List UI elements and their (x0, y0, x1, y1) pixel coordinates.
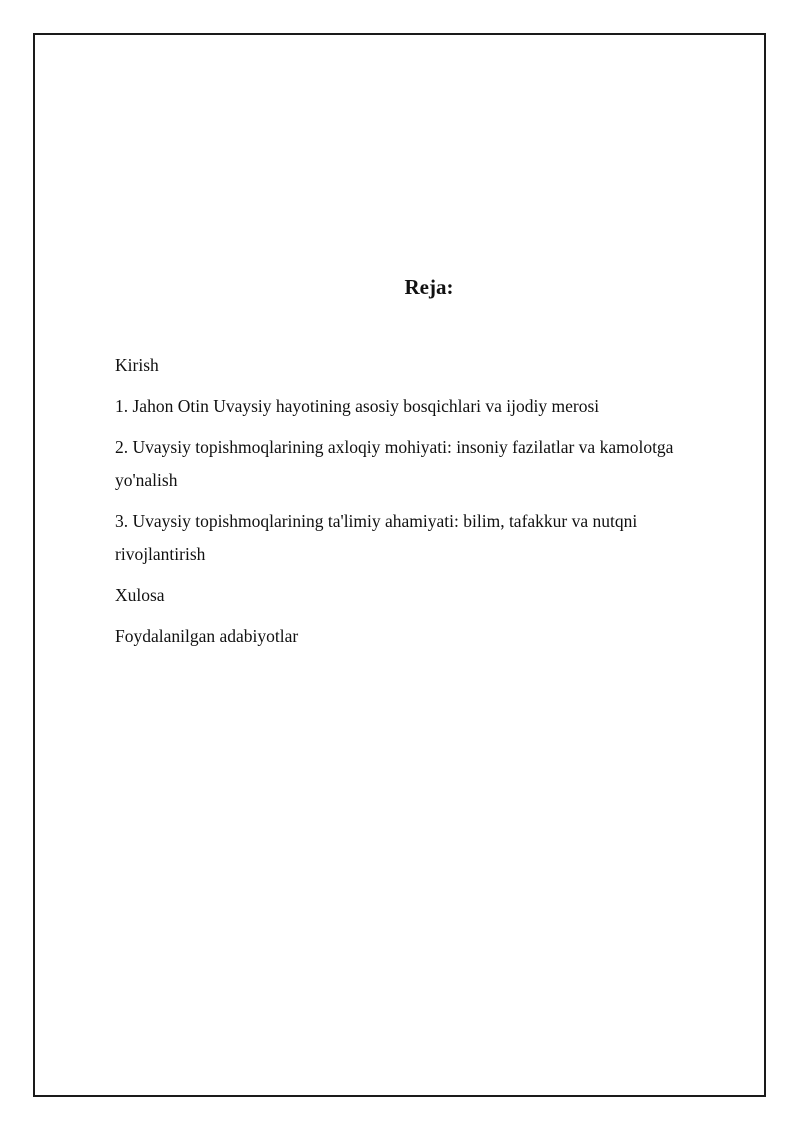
plan-list (115, 349, 725, 661)
plan-item-2: 2. Uvaysiy topishmoqlarining axloqiy mohiyati: insoniy fazilatlar va kamolotga yo'nalish (115, 437, 674, 490)
plan-item-introduction: Kirish (115, 355, 159, 375)
plan-item-3: 3. Uvaysiy topishmoqlarining ta'limiy ahamiyati: bilim, tafakkur va nutqni rivojlantirish (115, 511, 638, 564)
plan-item-1: 1. Jahon Otin Uvaysiy hayotining asosiy bosqichlari va ijodiy merosi (115, 396, 600, 416)
plan-item-references: Foydalanilgan adabiyotlar (115, 626, 299, 646)
plan-item-conclusion: Xulosa (115, 585, 165, 605)
plan-title: Reja: (404, 275, 454, 299)
